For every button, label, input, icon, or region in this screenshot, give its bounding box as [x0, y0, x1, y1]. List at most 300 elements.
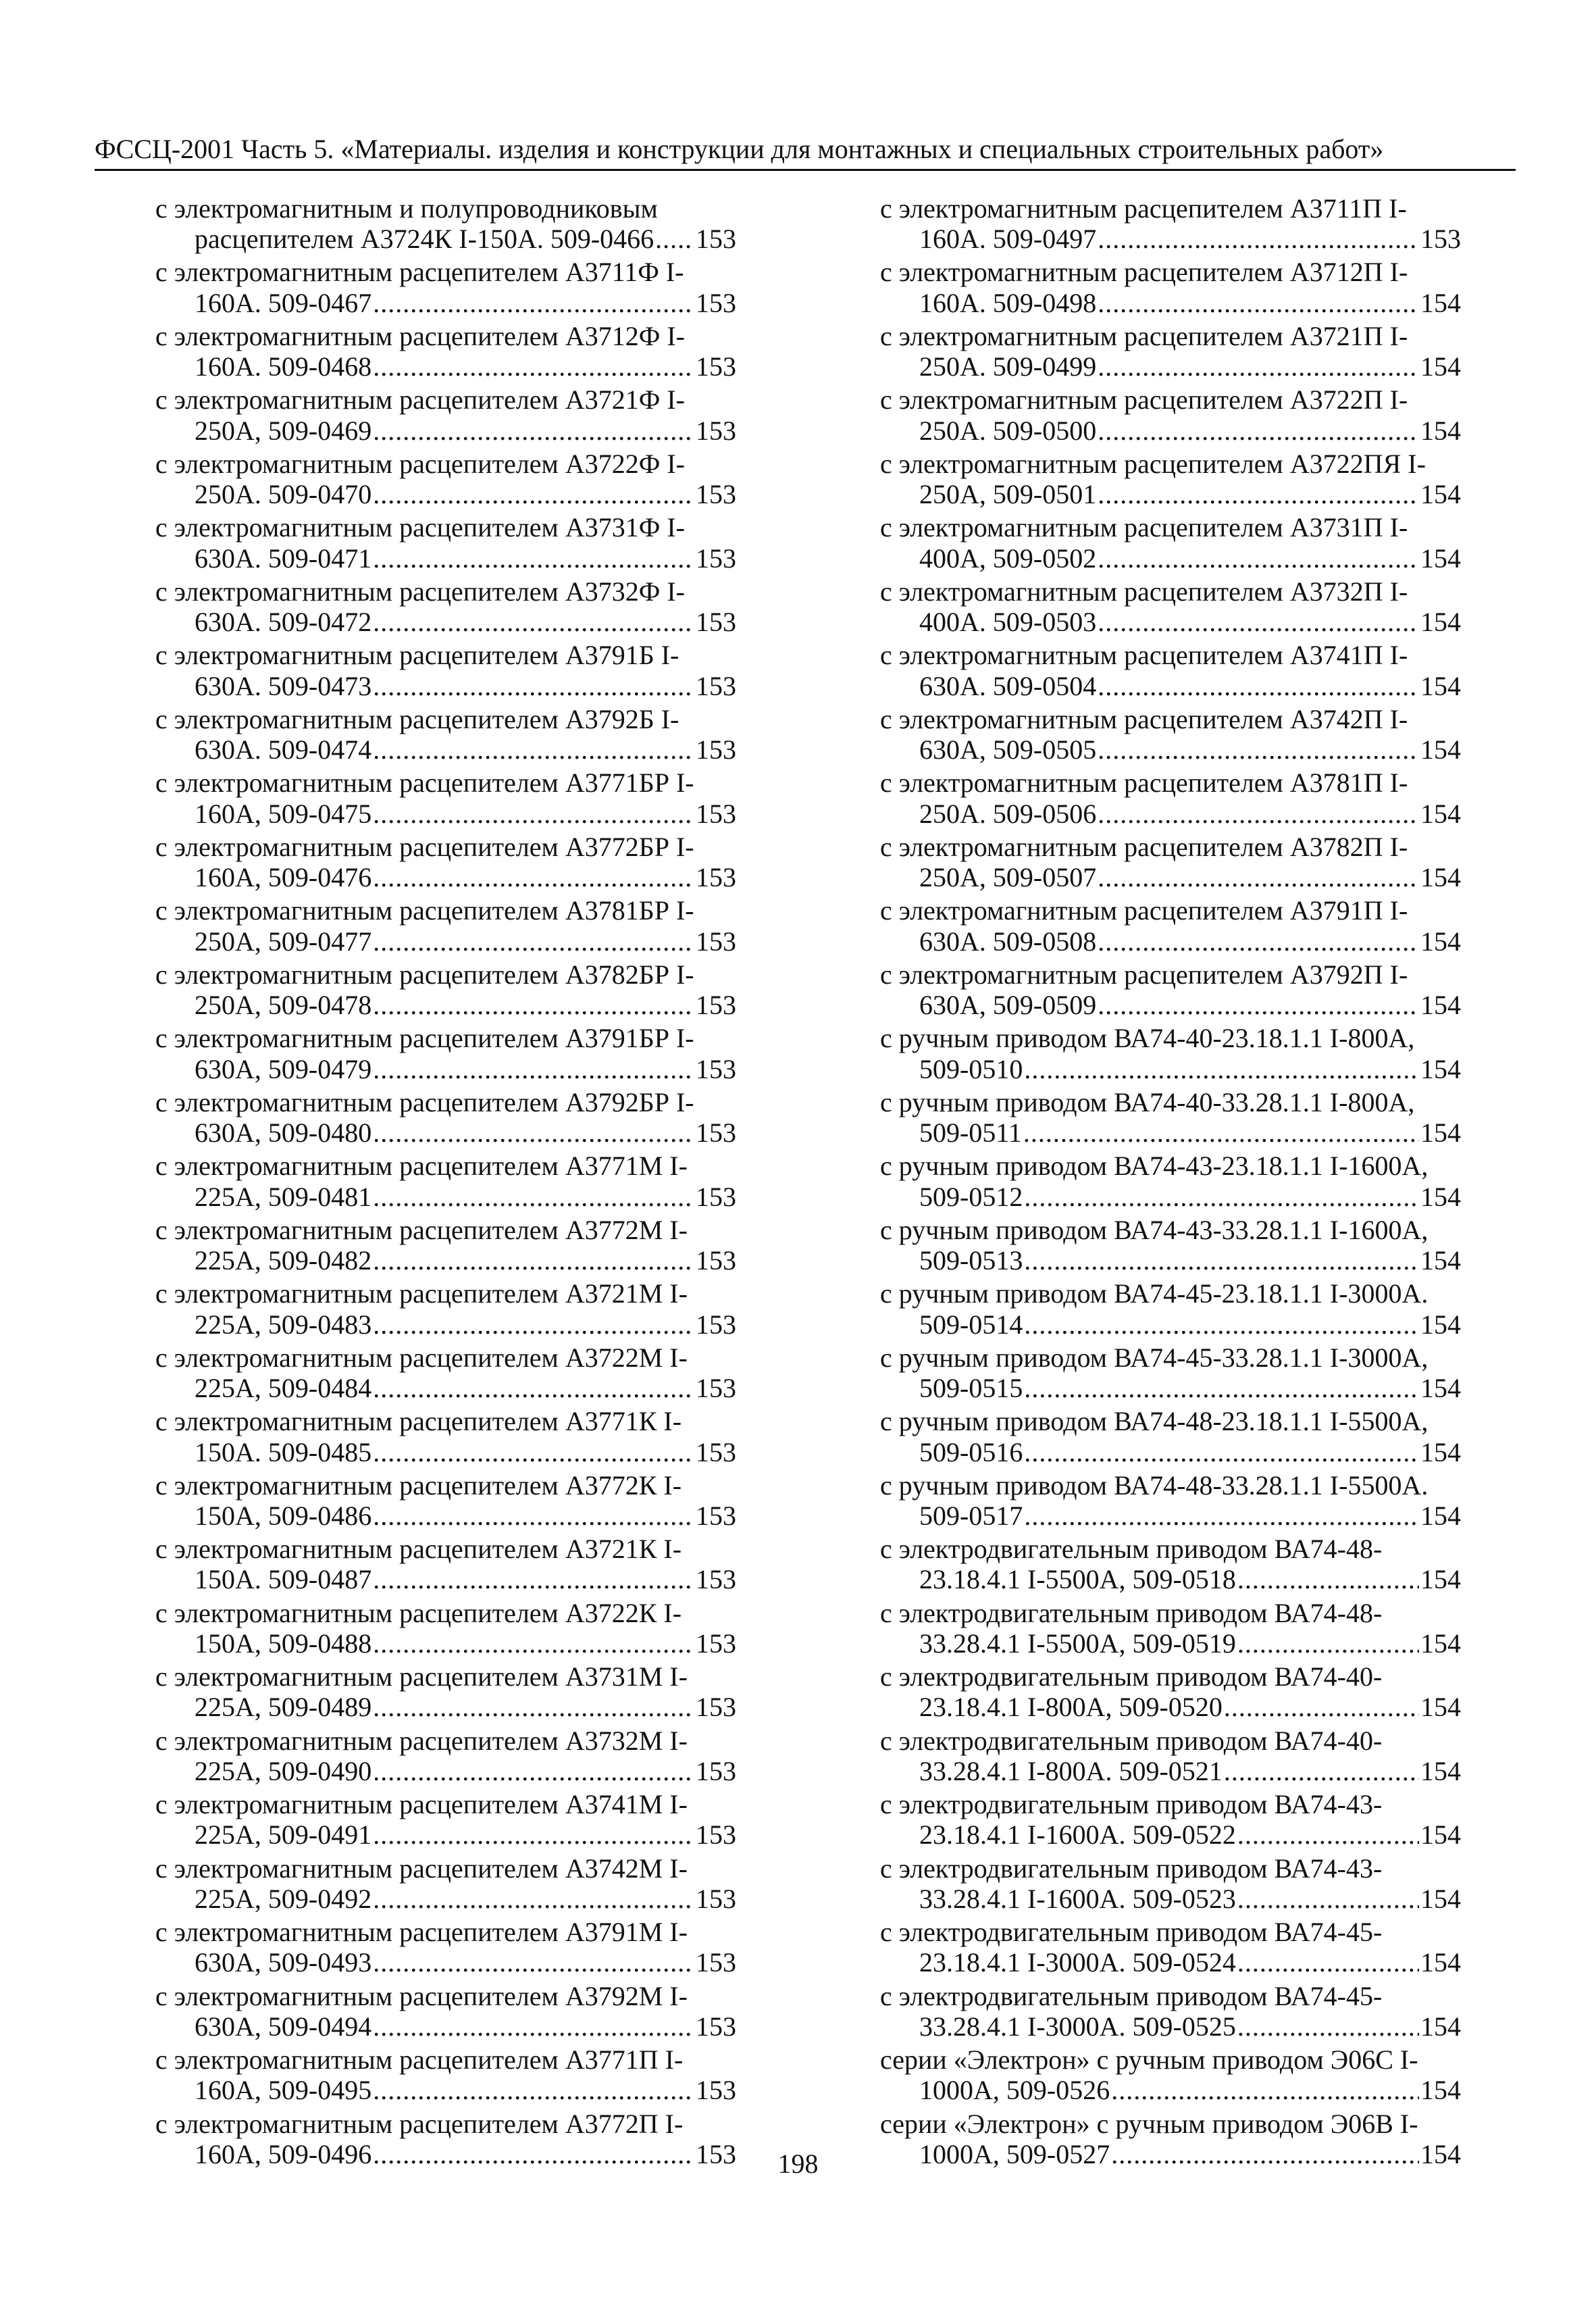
index-entry: [880, 2044, 1461, 2106]
index-entry: [880, 321, 1461, 382]
entry-detail-line: [155, 1692, 736, 1722]
entry-page-number: 153: [696, 1053, 736, 1084]
entry-page-number: 154: [1420, 1373, 1461, 1404]
dot-leader: [373, 1309, 694, 1340]
entry-detail-line: [880, 1692, 1461, 1722]
entry-code: 150А. 509-0487: [195, 1564, 372, 1595]
index-entry: [155, 1598, 736, 1659]
entry-description: с электромагнитным расцепителем А3722Ф I-: [155, 448, 685, 479]
entry-description: с электромагнитным расцепителем А3731П I-: [880, 512, 1408, 543]
dot-leader: [373, 416, 694, 446]
entry-description: с электромагнитным расцепителем А3712П I-: [880, 257, 1408, 288]
index-entry: [155, 257, 736, 318]
entry-description: с электромагнитным расцепителем А3792М I-: [155, 1980, 688, 2011]
entry-description: с электромагнитным расцепителем А3791Б I-: [155, 640, 679, 671]
dot-leader: [1024, 1437, 1419, 1467]
index-entry: [155, 1853, 736, 1915]
entry-description: с электромагнитным расцепителем А3772П I-: [155, 2108, 684, 2139]
entry-description: с электромагнитным расцепителем А3742М I-: [155, 1853, 688, 1884]
dot-leader: [373, 671, 694, 701]
index-entry: [880, 768, 1461, 829]
index-entry: [155, 1342, 736, 1404]
entry-code: 400А. 509-0503: [919, 607, 1097, 638]
dot-leader: [1237, 1947, 1419, 1978]
entry-page-number: 153: [696, 543, 736, 574]
dot-leader: [1111, 2075, 1419, 2105]
index-entry: [880, 895, 1461, 957]
entry-detail-line: [880, 1054, 1461, 1084]
entry-code: расцепителем А3724К I-150А. 509-0466: [195, 224, 654, 255]
entry-detail-line: [880, 351, 1461, 382]
dot-leader: [1024, 1501, 1419, 1531]
entry-detail-line: [880, 2075, 1461, 2105]
entry-detail-line: [880, 1437, 1461, 1467]
entry-page-number: 153: [696, 1309, 736, 1340]
entry-page-number: 153: [696, 1245, 736, 1276]
entry-page-number: 154: [1420, 1692, 1461, 1723]
entry-page-number: 154: [1420, 415, 1461, 446]
entry-page-number: 154: [1420, 798, 1461, 829]
dot-leader: [373, 990, 694, 1020]
entry-page-number: 154: [1420, 990, 1461, 1021]
index-entry: [880, 1406, 1461, 1467]
entry-description: с электродвигательным приводом ВА74-48-: [880, 1597, 1383, 1628]
dot-leader: [1224, 1756, 1419, 1786]
entry-description: с электромагнитным расцепителем А3722П I-: [880, 384, 1408, 416]
entry-description: с электродвигательным приводом ВА74-40-: [880, 1661, 1383, 1692]
entry-code: 150А, 509-0486: [195, 1500, 372, 1531]
entry-detail-line: [155, 479, 736, 509]
left-index-column: [155, 193, 736, 2172]
entry-code: 250А, 509-0469: [195, 415, 372, 446]
dot-leader: [1098, 926, 1419, 957]
entry-code: 150А, 509-0488: [195, 1628, 372, 1659]
entry-code: 160А, 509-0496: [195, 2138, 372, 2169]
entry-code: 509-0515: [919, 1373, 1023, 1404]
entry-code: 630А. 509-0474: [195, 734, 372, 765]
entry-code: 23.18.4.1 I-3000А. 509-0524: [919, 1947, 1236, 1978]
dot-leader: [373, 1117, 694, 1148]
entry-code: 630А, 509-0505: [919, 734, 1097, 765]
index-entry: [880, 1661, 1461, 1723]
index-entry: [155, 895, 736, 957]
entry-page-number: 153: [696, 1564, 736, 1595]
dot-leader: [1024, 1054, 1419, 1084]
index-entry: [880, 1853, 1461, 1915]
entry-code: 630А. 509-0508: [919, 926, 1097, 957]
entry-detail-line: [155, 288, 736, 318]
entry-description: с электромагнитным расцепителем А3791П I-: [880, 895, 1408, 926]
dot-leader: [373, 351, 694, 382]
entry-page-number: 153: [696, 1500, 736, 1531]
entry-code: 630А. 509-0471: [195, 543, 372, 574]
entry-detail-line: [880, 734, 1461, 765]
entry-page-number: 153: [696, 926, 736, 957]
index-entry: [880, 1023, 1461, 1084]
entry-detail-line: [880, 2011, 1461, 2042]
entry-page-number: 153: [696, 798, 736, 829]
entry-detail-line: [880, 1245, 1461, 1276]
entry-description: с электромагнитным расцепителем А3722К I-: [155, 1597, 682, 1628]
index-entry: [880, 1534, 1461, 1595]
entry-page-number: 154: [1420, 2138, 1461, 2169]
entry-detail-line: [880, 671, 1461, 701]
entry-detail-line: [880, 224, 1461, 254]
index-entry: [880, 257, 1461, 318]
entry-description: с электромагнитным расцепителем А3771П I-: [155, 2044, 684, 2076]
entry-code: 160А. 509-0498: [919, 287, 1097, 318]
entry-code: 225А, 509-0481: [195, 1181, 372, 1212]
dot-leader: [373, 1756, 694, 1786]
index-entry: [155, 1917, 736, 1978]
index-entry: [880, 1981, 1461, 2042]
dot-leader: [1098, 607, 1419, 637]
entry-page-number: 153: [696, 1436, 736, 1467]
index-entry: [155, 2044, 736, 2106]
entry-page-number: 154: [1420, 543, 1461, 574]
entry-description: серии «Электрон» с ручным приводом Э06В I-: [880, 2108, 1418, 2139]
entry-code: 509-0510: [919, 1053, 1023, 1084]
entry-detail-line: [155, 990, 736, 1020]
entry-detail-line: [155, 671, 736, 701]
entry-page-number: 153: [696, 2011, 736, 2042]
entry-detail-line: [155, 1947, 736, 1978]
dot-leader: [373, 1437, 694, 1467]
dot-leader: [1098, 671, 1419, 701]
entry-detail-line: [155, 543, 736, 574]
dot-leader: [373, 862, 694, 892]
entry-detail-line: [155, 1756, 736, 1786]
entry-detail-line: [880, 607, 1461, 637]
entry-page-number: 153: [696, 607, 736, 638]
entry-page-number: 154: [1420, 1117, 1461, 1149]
entry-description: с электромагнитным расцепителем А3711Ф I-: [155, 257, 684, 288]
index-entry: [880, 832, 1461, 893]
entry-detail-line: [155, 1054, 736, 1084]
entry-description: с электромагнитным расцепителем А3722ПЯ I-: [880, 448, 1426, 479]
entry-code: 23.18.4.1 I-1600А. 509-0522: [919, 1819, 1236, 1851]
entry-detail-line: [880, 479, 1461, 509]
entry-description: с электромагнитным расцепителем А3722М I-: [155, 1342, 688, 1373]
dot-leader: [1098, 862, 1419, 892]
entry-description: с электромагнитным расцепителем А3721К I-: [155, 1534, 682, 1565]
index-entry: [880, 1470, 1461, 1532]
entry-description: с электромагнитным расцепителем А3712Ф I-: [155, 320, 685, 351]
entry-page-number: 154: [1420, 287, 1461, 318]
entry-code: 250А. 509-0470: [195, 479, 372, 510]
entry-page-number: 154: [1420, 351, 1461, 382]
dot-leader: [1098, 416, 1419, 446]
index-entry: [155, 1087, 736, 1149]
entry-page-number: 153: [696, 862, 736, 893]
entry-code: 225А, 509-0484: [195, 1373, 372, 1404]
entry-detail-line: [880, 1117, 1461, 1148]
entry-description: с ручным приводом ВА74-48-33.28.1.1 I-5500А.: [880, 1469, 1428, 1501]
dot-leader: [1237, 2011, 1419, 2042]
dot-leader: [373, 1054, 694, 1084]
entry-code: 23.18.4.1 I-5500А, 509-0518: [919, 1564, 1236, 1595]
index-entry: [155, 449, 736, 510]
dot-leader: [373, 799, 694, 829]
dot-leader: [373, 1182, 694, 1212]
entry-page-number: 154: [1420, 1564, 1461, 1595]
entry-description: с электромагнитным расцепителем А3711П I-: [880, 193, 1407, 224]
entry-code: 225А, 509-0491: [195, 1819, 372, 1851]
entry-description: с электромагнитным расцепителем А3792Б I-: [155, 703, 679, 734]
entry-description: с ручным приводом ВА74-43-33.28.1.1 I-1600А,: [880, 1214, 1428, 1245]
entry-detail-line: [155, 2075, 736, 2105]
entry-description: с электромагнитным расцепителем А3732П I-: [880, 576, 1408, 607]
entry-page-number: 153: [696, 1181, 736, 1212]
entry-description: с электромагнитным расцепителем А3792БР I-: [155, 1086, 694, 1117]
index-entry: [880, 1215, 1461, 1276]
dot-leader: [373, 543, 694, 574]
entry-code: 160А. 509-0468: [195, 351, 372, 382]
index-entry: [880, 640, 1461, 701]
index-entry: [155, 1981, 736, 2042]
index-entry: [155, 704, 736, 765]
entry-page-number: 153: [696, 734, 736, 765]
index-entry: [155, 1789, 736, 1851]
entry-code: 400А, 509-0502: [919, 543, 1097, 574]
index-entry: [155, 1661, 736, 1723]
dot-leader: [1098, 288, 1419, 318]
entry-page-number: 154: [1420, 926, 1461, 957]
entry-code: 225А, 509-0490: [195, 1755, 372, 1786]
entry-description: с электромагнитным расцепителем А3741М I-: [155, 1789, 688, 1820]
entry-code: 509-0517: [919, 1500, 1023, 1531]
entry-detail-line: [880, 288, 1461, 318]
index-entry: [880, 193, 1461, 255]
entry-code: 630А, 509-0509: [919, 990, 1097, 1021]
entry-detail-line: [880, 416, 1461, 446]
entry-code: 23.18.4.1 I-800А, 509-0520: [919, 1692, 1222, 1723]
entry-page-number: 153: [696, 670, 736, 701]
entry-detail-line: [155, 1564, 736, 1594]
entry-page-number: 154: [1420, 1628, 1461, 1659]
entry-page-number: 154: [1420, 670, 1461, 701]
index-entry: [880, 576, 1461, 638]
entry-page-number: 153: [1420, 224, 1461, 255]
running-header: ФССЦ-2001 Часть 5. «Материалы. изделия и конструкции для монтажных и специальных строительных работ»: [95, 134, 1384, 164]
entry-page-number: 153: [696, 1628, 736, 1659]
entry-detail-line: [155, 1309, 736, 1340]
entry-description: с ручным приводом ВА74-40-33.28.1.1 I-800А,: [880, 1086, 1415, 1117]
index-entry: [880, 1278, 1461, 1340]
entry-code: 225А, 509-0482: [195, 1245, 372, 1276]
dot-leader: [373, 1947, 694, 1978]
entry-description: с электромагнитным расцепителем А3721М I-: [155, 1278, 688, 1309]
entry-code: 250А, 509-0477: [195, 926, 372, 957]
dot-leader: [1237, 1884, 1419, 1914]
entry-code: 225А, 509-0492: [195, 1883, 372, 1914]
dot-leader: [1024, 1182, 1419, 1212]
entry-page-number: 153: [696, 479, 736, 510]
entry-page-number: 153: [696, 1755, 736, 1786]
entry-description: с электромагнитным расцепителем А3771БР I-: [155, 768, 694, 799]
entry-code: 250А. 509-0506: [919, 798, 1097, 829]
entry-page-number: 153: [696, 1883, 736, 1914]
entry-description: с электромагнитным расцепителем А3741П I-: [880, 640, 1408, 671]
entry-page-number: 154: [1420, 1245, 1461, 1276]
entry-detail-line: [880, 543, 1461, 574]
entry-code: 630А, 509-0493: [195, 1947, 372, 1978]
entry-description: с электромагнитным расцепителем А3782БР I-: [155, 959, 694, 990]
entry-code: 250А, 509-0501: [919, 479, 1097, 510]
entry-code: 225А, 509-0483: [195, 1309, 372, 1340]
index-entry: [155, 576, 736, 638]
index-entry: [880, 1598, 1461, 1659]
entry-code: 33.28.4.1 I-1600А. 509-0523: [919, 1883, 1236, 1914]
entry-description: с электромагнитным расцепителем А3791М I-: [155, 1917, 688, 1948]
entry-page-number: 153: [696, 351, 736, 382]
entry-code: 160А, 509-0476: [195, 862, 372, 893]
dot-leader: [373, 288, 694, 318]
entry-description: с электродвигательным приводом ВА74-45-: [880, 1980, 1383, 2011]
entry-description: с электродвигательным приводом ВА74-43-: [880, 1789, 1383, 1820]
entry-detail-line: [155, 799, 736, 829]
dot-leader: [1024, 1245, 1419, 1276]
entry-page-number: 154: [1420, 1947, 1461, 1978]
entry-detail-line: [155, 734, 736, 765]
entry-description: с электромагнитным расцепителем А3742П I-: [880, 703, 1408, 734]
entry-detail-line: [155, 1819, 736, 1850]
entry-code: 630А, 509-0479: [195, 1053, 372, 1084]
entry-detail-line: [880, 1947, 1461, 1978]
entry-detail-line: [880, 799, 1461, 829]
entry-page-number: 153: [696, 2075, 736, 2106]
entry-page-number: 154: [1420, 1181, 1461, 1212]
entry-description: серии «Электрон» с ручным приводом Э06С I-: [880, 2044, 1418, 2076]
entry-code: 250А, 509-0507: [919, 862, 1097, 893]
index-entry: [155, 1215, 736, 1276]
entry-detail-line: [155, 1245, 736, 1276]
entry-page-number: 154: [1420, 1755, 1461, 1786]
entry-page-number: 153: [696, 1692, 736, 1723]
entry-detail-line: [155, 1628, 736, 1659]
entry-code: 160А, 509-0475: [195, 798, 372, 829]
entry-detail-line: [155, 862, 736, 892]
index-entry: [155, 1278, 736, 1340]
entry-description: с электродвигательным приводом ВА74-40-: [880, 1725, 1383, 1756]
entry-page-number: 154: [1420, 1309, 1461, 1340]
entry-detail-line: [155, 351, 736, 382]
index-entry: [880, 1342, 1461, 1404]
index-entry: [155, 1470, 736, 1532]
index-entry: [880, 704, 1461, 765]
entry-page-number: 153: [696, 1117, 736, 1149]
entry-detail-line: [155, 1501, 736, 1531]
entry-page-number: 153: [696, 1947, 736, 1978]
entry-code: 630А. 509-0473: [195, 670, 372, 701]
entry-page-number: 154: [1420, 1436, 1461, 1467]
index-entry: [155, 512, 736, 574]
entry-code: 160А, 509-0495: [195, 2075, 372, 2106]
right-index-column: [880, 193, 1461, 2172]
entry-detail-line: [880, 1501, 1461, 1531]
entry-page-number: 154: [1420, 479, 1461, 510]
entry-page-number: 154: [1420, 1053, 1461, 1084]
dot-leader: [373, 2011, 694, 2042]
entry-description: с электродвигательным приводом ВА74-48-: [880, 1534, 1383, 1565]
entry-description: с электромагнитным расцепителем А3782П I-: [880, 831, 1408, 862]
entry-page-number: 154: [1420, 1500, 1461, 1531]
entry-detail-line: [155, 1117, 736, 1148]
entry-page-number: 154: [1420, 734, 1461, 765]
entry-detail-line: [880, 1309, 1461, 1340]
entry-detail-line: [155, 416, 736, 446]
dot-leader: [1098, 224, 1419, 254]
entry-code: 33.28.4.1 I-3000А. 509-0525: [919, 2011, 1236, 2042]
dot-leader: [373, 2075, 694, 2105]
dot-leader: [1098, 990, 1419, 1020]
entry-code: 509-0513: [919, 1245, 1023, 1276]
entry-code: 250А, 509-0478: [195, 990, 372, 1021]
index-entry: [155, 832, 736, 893]
index-entry: [155, 1406, 736, 1467]
dot-leader: [373, 1692, 694, 1722]
dot-leader: [373, 1819, 694, 1850]
entry-description: с электромагнитным расцепителем А3791БР I-: [155, 1023, 694, 1054]
entry-description: с ручным приводом ВА74-45-23.18.1.1 I-3000А.: [880, 1278, 1428, 1309]
entry-detail-line: [880, 926, 1461, 957]
entry-page-number: 153: [696, 415, 736, 446]
dot-leader: [373, 479, 694, 509]
entry-code: 33.28.4.1 I-5500А, 509-0519: [919, 1628, 1236, 1659]
dot-leader: [373, 1501, 694, 1531]
entry-description: с электромагнитным и полупроводниковым: [155, 193, 658, 224]
index-entry: [880, 959, 1461, 1021]
entry-page-number: 154: [1420, 2011, 1461, 2042]
index-entry: [155, 1023, 736, 1084]
index-entry: [880, 1726, 1461, 1787]
entry-detail-line: [155, 224, 736, 254]
entry-page-number: 153: [696, 990, 736, 1021]
entry-code: 33.28.4.1 I-800А. 509-0521: [919, 1755, 1222, 1786]
entry-description: с электромагнитным расцепителем А3721Ф I-: [155, 384, 685, 416]
entry-code: 630А. 509-0472: [195, 607, 372, 638]
entry-description: с электромагнитным расцепителем А3772М I-: [155, 1214, 688, 1245]
dot-leader: [373, 734, 694, 765]
index-entry: [880, 512, 1461, 574]
entry-description: с электромагнитным расцепителем А3732М I-: [155, 1725, 688, 1756]
dot-leader: [1098, 479, 1419, 509]
entry-code: 150А. 509-0485: [195, 1436, 372, 1467]
entry-page-number: 154: [1420, 2075, 1461, 2106]
entry-detail-line: [155, 1437, 736, 1467]
entry-description: с электромагнитным расцепителем А3771М I-: [155, 1151, 688, 1182]
entry-code: 509-0512: [919, 1181, 1023, 1212]
index-entry: [155, 1151, 736, 1212]
entry-detail-line: [155, 926, 736, 957]
entry-detail-line: [155, 2011, 736, 2042]
entry-detail-line: [880, 990, 1461, 1020]
entry-page-number: 154: [1420, 1819, 1461, 1851]
entry-description: с ручным приводом ВА74-43-23.18.1.1 I-1600А,: [880, 1151, 1428, 1182]
entry-code: 160А. 509-0497: [919, 224, 1097, 255]
entry-detail-line: [155, 1182, 736, 1212]
entry-page-number: 153: [696, 2138, 736, 2169]
entry-code: 509-0516: [919, 1436, 1023, 1467]
entry-description: с электромагнитным расцепителем А3731М I-: [155, 1661, 688, 1692]
entry-description: с электромагнитным расцепителем А3792П I-: [880, 959, 1408, 990]
entry-detail-line: [880, 1819, 1461, 1850]
index-entry: [155, 384, 736, 446]
dot-leader: [373, 607, 694, 637]
entry-code: 630А. 509-0504: [919, 670, 1097, 701]
dot-leader: [373, 1245, 694, 1276]
entry-code: 250А. 509-0499: [919, 351, 1097, 382]
